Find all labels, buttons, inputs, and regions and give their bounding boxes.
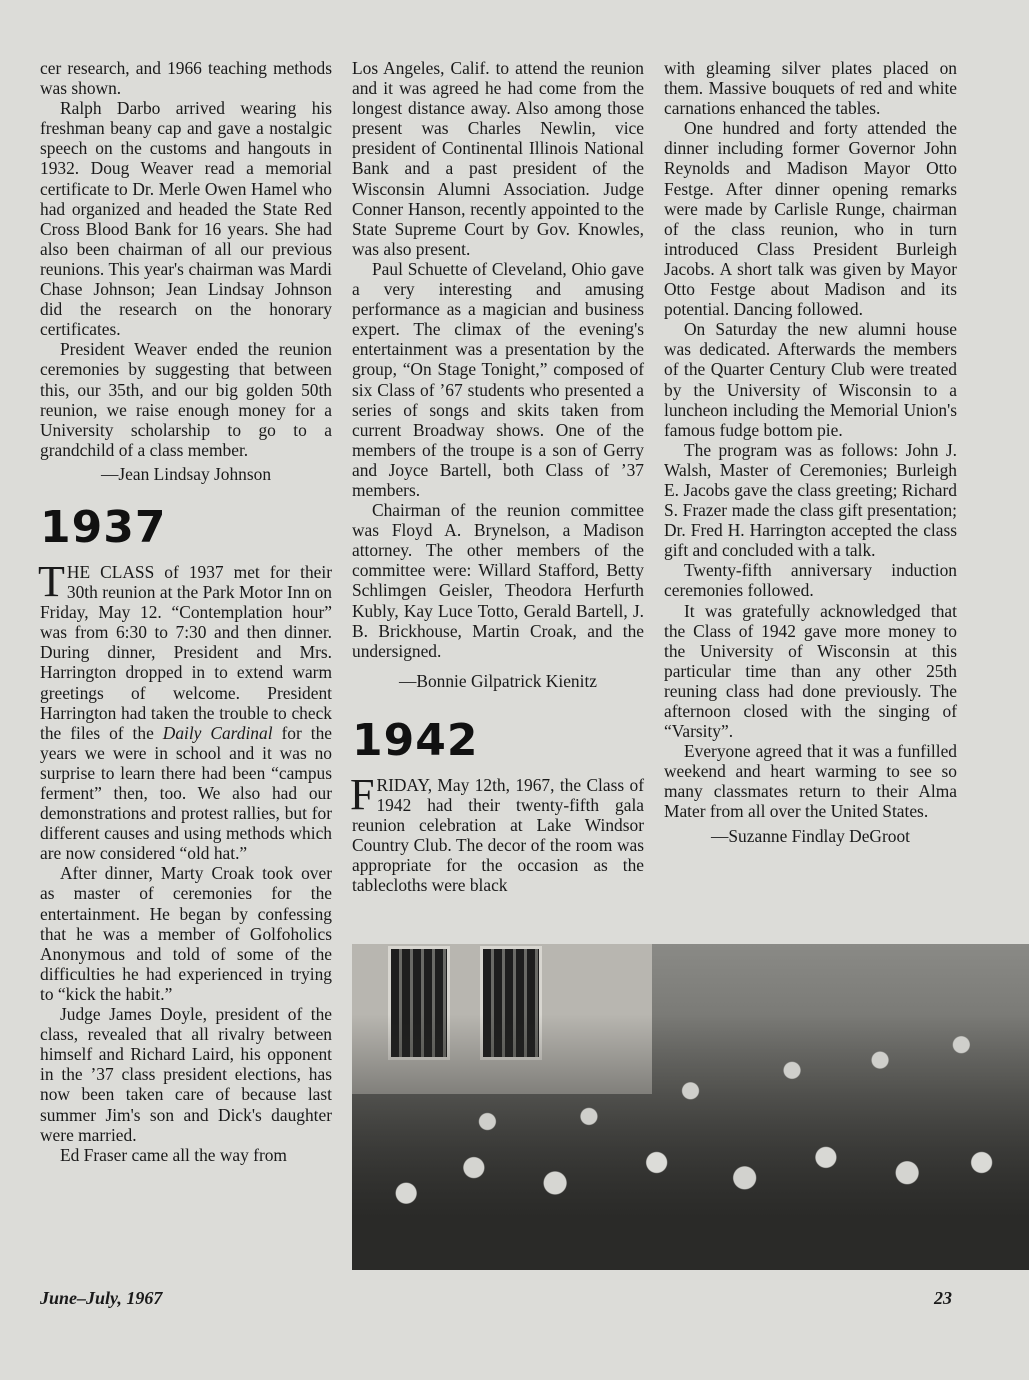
byline-signature: —Bonnie Gilpatrick Kienitz <box>398 670 597 691</box>
paragraph: Los Angeles, Calif. to attend the reunion and it was agreed he had come from the longest distance away. Also among those present was Charles Newlin, vice president of Continental Illinois National Bank and a past president of the Wisconsin Alumni Association. Judge Conner Hanson, recently appointed to the State Supreme Court by Gov. Knowles, was also present. <box>352 58 644 259</box>
crowd-of-alumni <box>352 1014 1029 1270</box>
section-lead-paragraph <box>350 769 644 896</box>
paragraph: It was gratefully acknowledged that the Class of 1942 gave more money to the University of Wisconsin at this particular time than any other 25th reuning class had done previously. The afternoon closed with the singing of “Varsity”. <box>664 600 957 742</box>
column-3 <box>664 58 957 846</box>
byline-signature: —Jean Lindsay Johnson <box>100 463 272 484</box>
lead-smallcaps: RIDAY, <box>376 774 433 795</box>
paragraph: Paul Schuette of Cleveland, Ohio gave a very interesting and amusing performance as a magician and business expert. The climax of the evening's entertainment was a presentation by the group, “On Stage Tonight,” composed of six Class of ’67 students who presented a series of songs and skits taken from current Broadway shows. One of the members of the troupe is a son of Gerry and Joyce Bartell, both Class of ’37 members. <box>352 258 644 500</box>
drop-cap: T <box>38 556 65 606</box>
paragraph: After dinner, Marty Croak took over as master of ceremonies for the entertainment. He began by confessing that he was a member of Golfoholics Anonymous and told of some of the difficulties he had experienced in trying to “kick the habit.” <box>40 863 332 1004</box>
paragraph: The program was as follows: John J. Walsh, Master of Ceremonies; Burleigh E. Jacobs gave the class greeting; Richard S. Frazer made the class gift presentation; Dr. Fred H. Harrington accepted the class gift and concluded with a talk. <box>664 439 957 561</box>
section-heading-1942: 1942 <box>352 714 479 766</box>
lead-smallcaps: HE CLASS <box>66 561 155 582</box>
paragraph: Twenty-fifth anniversary induction ceremonies followed. <box>664 560 957 601</box>
paragraph: Judge James Doyle, president of the class, revealed that all rivalry between himself and Richard Laird, his opponent in the ’37 class president elections, has now been taken care of because last summer Jim's son and Dick's daughter were married. <box>40 1004 332 1145</box>
column-1 <box>40 58 332 1165</box>
page-number: 23 <box>934 1288 952 1308</box>
class-reunion-group-photo <box>352 944 1029 1270</box>
paragraph: Ed Fraser came all the way from <box>60 1144 287 1165</box>
byline-signature: —Suzanne Findlay DeGroot <box>711 825 910 846</box>
paragraph: One hundred and forty attended the dinner including former Governor John Reynolds and Madison Mayor Otto Festge. After dinner opening remarks were made by Carlisle Runge, chairman of the class reunion, who in turn introduced Class President Burleigh Jacobs. A short talk was given by Mayor Otto Festge about Madison and its potential. Dancing followed. <box>664 118 957 320</box>
lead-text: May 12th, 1967, the Class of 1942 had their twenty-fifth gala reunion celebration at Lake Windsor Country Club. The decor of the room was appropriate for the occasion as the tablecloths were black <box>352 774 644 896</box>
paragraph: Ralph Darbo arrived wearing his freshman beany cap and gave a nostalgic speech on the customs and hangouts in 1932. Doug Weaver read a memorial certificate to Dr. Merle Owen Hamel who had organized and headed the State Red Cross Blood Bank for 16 years. She had also been chairman of all our previous reunions. This year's chairman was Mardi Chase Johnson; Jean Lindsay Johnson did the research on the honorary certificates. <box>40 98 332 340</box>
drop-cap: F <box>350 769 375 819</box>
paragraph: President Weaver ended the reunion ceremonies by suggesting that between this, our 35th, and our big golden 50th reunion, we raise enough money for a University scholarship to go to a grandchild of a class member. <box>40 339 332 460</box>
section-lead-paragraph <box>38 556 332 864</box>
lead-text-end: for the years we were in school and it was no surprise to learn there had been “campus ferment” then, too. We also had our demonstrations and protest rallies, but for different causes and using methods which are now considered “old hat.” <box>40 722 332 864</box>
paragraph: Everyone agreed that it was a funfilled weekend and heart warming to see so many classmates return to their Alma Mater from all over the United States. <box>664 741 957 822</box>
publication-title: Daily Cardinal <box>162 722 273 743</box>
paragraph: cer research, and 1966 teaching methods was shown. <box>40 58 332 99</box>
issue-date: June–July, 1967 <box>40 1288 163 1308</box>
section-heading-1937: 1937 <box>40 501 167 553</box>
paragraph: Chairman of the reunion committee was Floyd A. Brynelson, a Madison attorney. The other members of the committee were: Willard Stafford, Betty Schlimgen Geisler, Theodora Herfurth Kubly, Kay Luce Totto, Gerald Bartell, J. B. Brickhouse, Martin Croak, and the undersigned. <box>352 500 644 661</box>
column-2 <box>352 58 644 895</box>
lead-text: of 1937 met for their 30th reunion at the Park Motor Inn on Friday, May 12. “Contemplation hour” was from 6:30 to 7:30 and then dinner. During dinner, President and Mrs. Harrington dropped in to extend warm greetings of welcome. President Harrington had taken the trouble to check the files of the <box>40 561 332 743</box>
paragraph: On Saturday the new alumni house was dedicated. Afterwards the members of the Quarter Century Club were treated by the University of Wisconsin to a luncheon including the Memorial Union's famous fudge bottom pie. <box>664 319 957 440</box>
paragraph: with gleaming silver plates placed on them. Massive bouquets of red and white carnations enhanced the tables. <box>664 58 957 119</box>
